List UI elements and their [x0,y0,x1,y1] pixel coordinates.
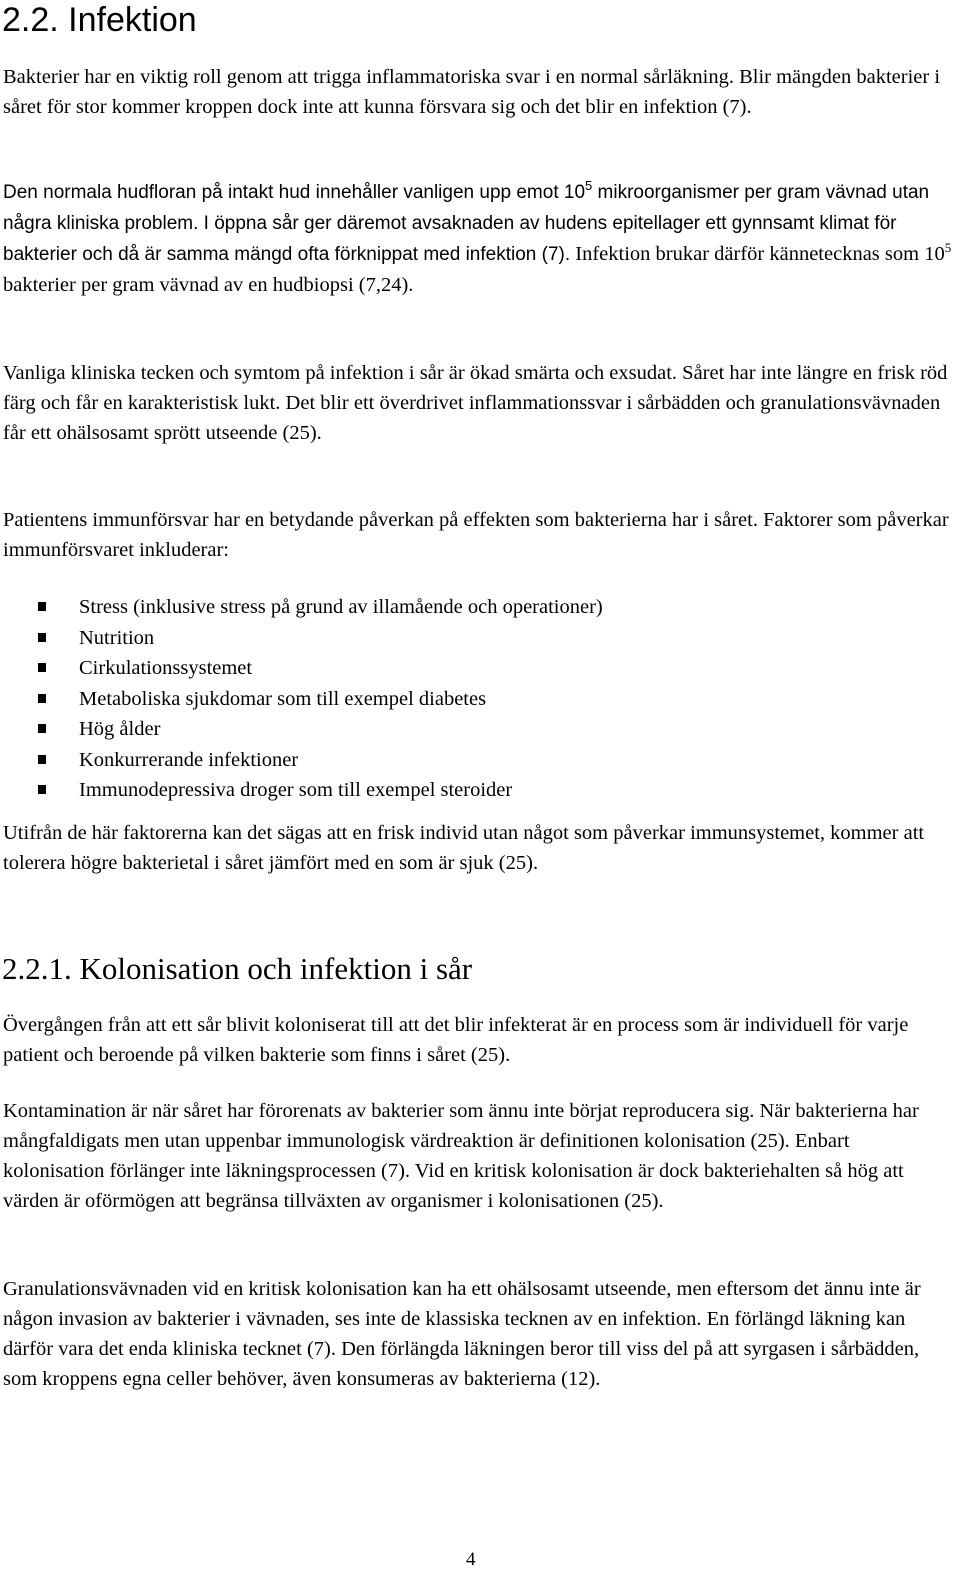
paragraph-contamination: Kontamination är när såret har förorenats av bakterier som ännu inte börjat reproducera sig. När bakterierna har mångfaldigats men utan uppenbar immunologisk värdreaktion är definitionen kolonisation (25). Enbart kolonisation förlänger inte läkningsprocessen (7). Vid en kritisk kolonisation är dock bakteriehalten så hög att värden är oförmögen att begränsa tillväxten av organismer i kolonisationen (25). [3,1100,919,1212]
paragraph-transition: Övergången från att ett sår blivit koloniserat till att det blir infekterat är en process som är individuell för varje patient och beroende på vilken bakterie som finns i såret (25). [3,1014,909,1066]
list-item-label: Metaboliska sjukdomar som till exempel diabetes [79,687,487,710]
skin-flora-sentence-a: Den normala hudfloran på intakt hud innehåller vanligen upp emot 10 [3,182,586,203]
list-item-label: Immunodepressiva droger som till exempel steroider [79,779,513,801]
square-bullet-icon [38,633,46,642]
square-bullet-icon [38,755,46,764]
square-bullet-icon [38,663,46,672]
skin-flora-sentence-e: bakterier per gram vävnad av en hudbiopsi (7,24). [3,274,414,296]
paragraph-immune-defense: Patientens immunförsvar har en betydande påverkan på effekten som bakterierna har i såret. Faktorer som påverkar immunförsvaret inkluderar: [3,509,949,561]
list-item [0,745,950,776]
list-item-label: Stress (inklusive stress på grund av illamående och operationer) [79,596,603,618]
list-item-label: Hög ålder [79,718,161,740]
skin-flora-sentence-d: Infektion brukar därför kännetecknas som 10 [570,243,945,265]
list-item [0,653,950,684]
square-bullet-icon [38,602,46,611]
exponent-a: 5 [585,178,593,194]
exponent-d: 5 [944,240,952,256]
square-bullet-icon [38,785,46,794]
paragraph-bacteria-role: Bakterier har en viktig roll genom att trigga inflammatoriska svar i en normal sårläkning. Blir mängden bakterier i såret för stor kommer kroppen dock inte att kunna försvara sig och det blir en infektion (7). [3,66,941,118]
list-item [0,714,950,745]
page-number: 4 [466,1549,476,1570]
section-heading: 2.2. Infektion [2,1,197,39]
list-item [0,623,950,654]
paragraph-clinical-signs: Vanliga kliniska tecken och symtom på infektion i sår är ökad smärta och exsudat. Såret har inte längre en frisk röd färg och får en karakteristisk lukt. Det blir ett överdrivet inflammationssvar i sårbädden och granulationsvävnaden får ett ohälsosamt sprött utseende (25). [3,362,948,444]
paragraph-skin-flora [3,177,953,300]
skin-flora-sentence-b: mikroorganismer per gram vävnad utan några kliniska problem. [3,182,930,234]
list-item [0,775,950,806]
square-bullet-icon [38,694,46,703]
paragraph-conclusion: Utifrån de här faktorerna kan det sägas att en frisk individ utan något som påverkar immunsystemet, kommer att tolerera högre bakterietal i såret jämfört med en som är sjuk (25). [3,822,925,874]
factor-list [0,592,950,806]
skin-flora-sentence-c: I öppna sår ger däremot avsaknaden av hudens epitellager ett gynnsamt klimat för bakterier och då är samma mängd ofta förknippat med infektion (7). [3,213,897,265]
list-item-label: Konkurrerande infektioner [79,748,299,771]
subsection-heading: 2.2.1. Kolonisation och infektion i sår [2,951,473,986]
paragraph-granulation: Granulationsvävnaden vid en kritisk kolonisation kan ha ett ohälsosamt utseende, men eftersom det ännu inte är någon invasion av bakterier i vävnaden, ses inte de klassiska tecknen av en infektion. En förlängd läkning kan därför vara det enda kliniska tecknet (7). Den förlängda läkningen beror till viss del på att syrgasen i sårbädden, som kroppens egna celler behöver, även konsumeras av bakterierna (12). [3,1278,921,1390]
square-bullet-icon [38,724,46,733]
list-item [0,684,950,715]
list-item-label: Nutrition [79,626,155,649]
list-item [0,592,950,623]
list-item-label: Cirkulationssystemet [79,657,253,679]
